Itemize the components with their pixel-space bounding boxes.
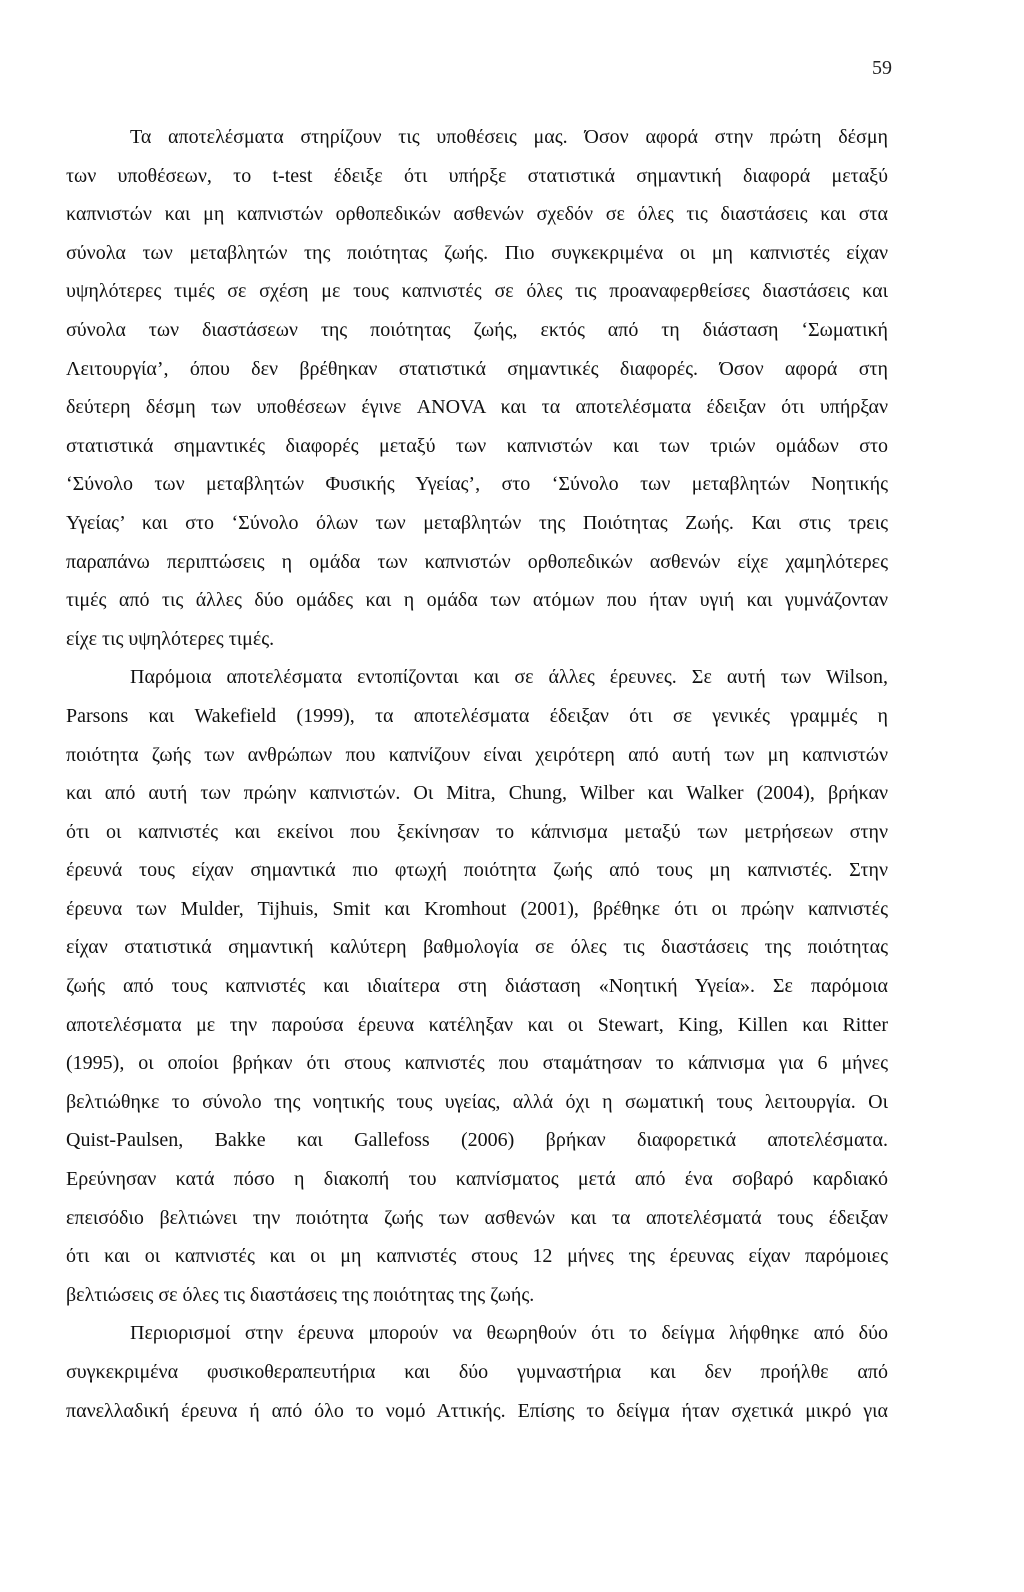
text-line: σύνολα των μεταβλητών της ποιότητας ζωής. Πιο συγκεκριμένα οι μη καπνιστές είχαν: [66, 241, 888, 264]
text-line: Παρόμοια αποτελέσματα εντοπίζονται και σε άλλες έρευνες. Σε αυτή των Wilson,: [130, 666, 888, 689]
text-line: (1995), οι οποίοι βρήκαν ότι στους καπνιστές που σταμάτησαν το κάπνισμα για 6 μήνες: [66, 1052, 888, 1075]
text-line: βελτιώσεις σε όλες τις διαστάσεις της ποιότητας της ζωής.: [66, 1283, 535, 1306]
text-line: ότι και οι καπνιστές και οι μη καπνιστές στους 12 μήνες της έρευνας είχαν παρόμοιες: [66, 1245, 888, 1268]
text-line: Λειτουργία’, όπου δεν βρέθηκαν στατιστικά σημαντικές διαφορές. Όσον αφορά στη: [66, 357, 888, 380]
text-line: δεύτερη δέσμη των υποθέσεων έγινε ANOVA και τα αποτελέσματα έδειξαν ότι υπήρξαν: [66, 396, 888, 419]
paragraph-2: [66, 658, 888, 1314]
text-line: υψηλότερες τιμές σε σχέση με τους καπνιστές σε όλες τις προαναφερθείσες διαστάσεις και: [66, 280, 888, 303]
text-line: Ερεύνησαν κατά πόσο η διακοπή του καπνίσματος μετά από ένα σοβαρό καρδιακό: [66, 1168, 888, 1191]
text-line: και από αυτή των πρώην καπνιστών. Οι Mitra, Chung, Wilber και Walker (2004), βρήκαν: [66, 782, 888, 805]
body-text: [66, 118, 888, 1430]
text-line: επεισόδιο βελτιώνει την ποιότητα ζωής των ασθενών και τα αποτελέσματά τους έδειξαν: [66, 1206, 888, 1229]
page-number: 59: [872, 57, 892, 79]
text-line: Parsons και Wakefield (1999), τα αποτελέσματα έδειξαν ότι σε γενικές γραμμές η: [66, 704, 888, 727]
text-line: Περιορισμοί στην έρευνα μπορούν να θεωρηθούν ότι το δείγμα λήφθηκε από δύο: [130, 1322, 888, 1345]
text-line: τιμές από τις άλλες δύο ομάδες και η ομάδα των ατόμων που ήταν υγιή και γυμνάζονταν: [66, 589, 888, 612]
text-line: ζωής από τους καπνιστές και ιδιαίτερα στη διάσταση «Νοητική Υγεία». Σε παρόμοια: [66, 975, 888, 998]
text-line: έρευνά τους είχαν σημαντικά πιο φτωχή ποιότητα ζωής από τους μη καπνιστές. Στην: [66, 859, 888, 882]
text-line: ποιότητα ζωής των ανθρώπων που καπνίζουν είναι χειρότερη από αυτή των μη καπνιστών: [66, 743, 888, 766]
text-line: είχαν στατιστικά σημαντική καλύτερη βαθμολογία σε όλες τις διαστάσεις της ποιότητας: [66, 936, 888, 959]
text-line: αποτελέσματα με την παρούσα έρευνα κατέληξαν και οι Stewart, King, Killen και Ritter: [66, 1013, 888, 1036]
text-line: των υποθέσεων, το t-test έδειξε ότι υπήρξε στατιστικά σημαντική διαφορά μεταξύ: [66, 164, 888, 187]
text-line: παραπάνω περιπτώσεις η ομάδα των καπνιστών ορθοπεδικών ασθενών είχε χαμηλότερες: [66, 550, 888, 573]
text-line: συγκεκριμένα φυσικοθεραπευτήρια και δύο γυμναστήρια και δεν προήλθε από: [66, 1361, 888, 1383]
text-line: σύνολα των διαστάσεων της ποιότητας ζωής, εκτός από τη διάσταση ‘Σωματική: [66, 318, 888, 341]
text-line: ‘Σύνολο των μεταβλητών Φυσικής Υγείας’, στο ‘Σύνολο των μεταβλητών Νοητικής: [66, 473, 888, 496]
text-line: είχε τις υψηλότερες τιμές.: [66, 627, 275, 650]
paragraph-3: [66, 1314, 888, 1430]
text-line: Τα αποτελέσματα στηρίζουν τις υποθέσεις μας. Όσον αφορά στην πρώτη δέσμη: [130, 126, 888, 148]
text-line: καπνιστών και μη καπνιστών ορθοπεδικών ασθενών σχεδόν σε όλες τις διαστάσεις και στα: [66, 203, 888, 226]
text-line: στατιστικά σημαντικές διαφορές μεταξύ των καπνιστών και των τριών ομάδων στο: [66, 434, 888, 457]
paragraph-1: [66, 118, 888, 658]
text-line: Quist-Paulsen, Bakke και Gallefoss (2006) βρήκαν διαφορετικά αποτελέσματα.: [66, 1129, 888, 1152]
text-line: Υγείας’ και στο ‘Σύνολο όλων των μεταβλητών της Ποιότητας Ζωής. Και στις τρεις: [66, 511, 888, 534]
text-line: έρευνα των Mulder, Tijhuis, Smit και Kromhout (2001), βρέθηκε ότι οι πρώην καπνιστές: [66, 897, 888, 920]
text-line: ότι οι καπνιστές και εκείνοι που ξεκίνησαν το κάπνισμα μεταξύ των μετρήσεων στην: [66, 820, 888, 843]
text-line: βελτιώθηκε το σύνολο της νοητικής τους υγείας, αλλά όχι η σωματική τους λειτουργία. Οι: [66, 1090, 888, 1113]
text-line: πανελλαδική έρευνα ή από όλο το νομό Αττικής. Επίσης το δείγμα ήταν σχετικά μικρό για: [66, 1399, 888, 1422]
